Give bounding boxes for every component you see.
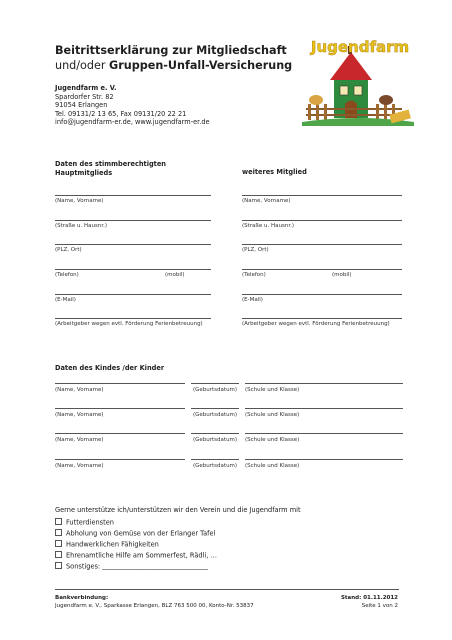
checkbox[interactable] bbox=[55, 551, 62, 558]
primary-email-label: (E-Mail) bbox=[55, 297, 76, 303]
child4-name-line[interactable] bbox=[55, 459, 185, 460]
option-label: Futterdiensten bbox=[66, 518, 114, 527]
secondary-email-line[interactable] bbox=[242, 294, 402, 295]
checkbox[interactable] bbox=[55, 529, 62, 536]
primary-name-line[interactable] bbox=[55, 195, 211, 196]
primary-name-label: (Name, Vorname) bbox=[55, 198, 104, 204]
primary-heading-line1: Daten des stimmberechtigten bbox=[55, 160, 166, 168]
primary-mobile-label: (mobil) bbox=[165, 272, 185, 278]
primary-plz-line[interactable] bbox=[55, 244, 211, 245]
child3-dob-label: (Geburtsdatum) bbox=[193, 437, 238, 443]
logo-fence-rail-lower bbox=[306, 114, 402, 116]
option-label: Abholung von Gemüse von der Erlanger Tafel bbox=[66, 529, 216, 538]
secondary-plz-label: (PLZ, Ort) bbox=[242, 247, 269, 253]
child2-dob-line[interactable] bbox=[191, 408, 239, 409]
footer-bank-label: Bankverbindung: bbox=[55, 595, 109, 601]
primary-plz-label: (PLZ, Ort) bbox=[55, 247, 82, 253]
document-title: Beitrittserklärung zur Mitgliedschaft bbox=[55, 44, 287, 57]
logo-fence-rail bbox=[306, 108, 402, 110]
secondary-employer-line[interactable] bbox=[242, 318, 402, 319]
logo-animal-right bbox=[379, 95, 393, 105]
child4-school-line[interactable] bbox=[245, 459, 403, 460]
secondary-mobile-label: (mobil) bbox=[332, 272, 352, 278]
footer-page-number: Seite 1 von 2 bbox=[361, 603, 398, 609]
logo-window-right bbox=[354, 86, 362, 95]
child2-school-line[interactable] bbox=[245, 408, 403, 409]
secondary-email-label: (E-Mail) bbox=[242, 297, 263, 303]
secondary-employer-label: (Arbeitgeber wegen evtl. Förderung Ferienbetreuung) bbox=[242, 321, 390, 327]
subtitle-bold: Gruppen-Unfall-Versicherung bbox=[109, 59, 293, 72]
option-label: Ehrenamtliche Hilfe am Sommerfest, Rädli, … bbox=[66, 551, 218, 560]
child1-school-label: (Schule und Klasse) bbox=[245, 387, 300, 393]
checkbox[interactable] bbox=[55, 518, 62, 525]
secondary-name-label: (Name, Vorname) bbox=[242, 198, 291, 204]
child1-school-line[interactable] bbox=[245, 383, 403, 384]
org-street: Spardorfer Str. 82 bbox=[55, 92, 114, 101]
logo-lettering: Jugendfarm bbox=[310, 38, 410, 56]
primary-member-heading bbox=[55, 160, 166, 177]
jugendfarm-logo bbox=[302, 34, 414, 126]
subtitle-prefix: und/oder bbox=[55, 59, 110, 72]
footer-divider bbox=[55, 589, 399, 590]
secondary-phone-label: (Telefon) bbox=[242, 272, 266, 278]
org-city: 91054 Erlangen bbox=[55, 101, 108, 110]
option-label: Sonstiges: ________________________________ bbox=[66, 562, 208, 571]
child4-school-label: (Schule und Klasse) bbox=[245, 463, 300, 469]
primary-street-line[interactable] bbox=[55, 220, 211, 221]
child2-name-label: (Name, Vorname) bbox=[55, 412, 104, 418]
support-option-other bbox=[55, 562, 208, 571]
child4-dob-line[interactable] bbox=[191, 459, 239, 460]
child2-school-label: (Schule und Klasse) bbox=[245, 412, 300, 418]
org-name: Jugendfarm e. V. bbox=[55, 84, 117, 92]
child3-school-label: (Schule und Klasse) bbox=[245, 437, 300, 443]
support-intro: Gerne unterstütze ich/unterstützen wir den Verein und die Jugendfarm mit bbox=[55, 506, 301, 514]
support-option-food-bank bbox=[55, 529, 215, 538]
secondary-phone-line[interactable] bbox=[242, 269, 402, 270]
child1-name-line[interactable] bbox=[55, 383, 185, 384]
checkbox[interactable] bbox=[55, 562, 62, 569]
child4-dob-label: (Geburtsdatum) bbox=[193, 463, 238, 469]
org-phone: Tel. 09131/2 13 65, Fax 09131/20 22 21 bbox=[55, 109, 187, 118]
primary-street-label: (Straße u. Hausnr.) bbox=[55, 223, 107, 229]
primary-phone-label: (Telefon) bbox=[55, 272, 79, 278]
child3-name-line[interactable] bbox=[55, 433, 185, 434]
support-option-feeding bbox=[55, 518, 114, 527]
primary-employer-label: (Arbeitgeber wegen evtl. Förderung Ferienbetreuung) bbox=[55, 321, 203, 327]
footer-date: Stand: 01.11.2012 bbox=[340, 595, 398, 601]
child3-dob-line[interactable] bbox=[191, 433, 239, 434]
primary-employer-line[interactable] bbox=[55, 318, 211, 319]
secondary-street-line[interactable] bbox=[242, 220, 402, 221]
child2-name-line[interactable] bbox=[55, 408, 185, 409]
child4-name-label: (Name, Vorname) bbox=[55, 463, 104, 469]
support-option-craft bbox=[55, 540, 159, 549]
primary-phone-line[interactable] bbox=[55, 269, 211, 270]
support-option-volunteer bbox=[55, 551, 217, 560]
child3-school-line[interactable] bbox=[245, 433, 403, 434]
logo-animal-left bbox=[309, 95, 323, 105]
child3-name-label: (Name, Vorname) bbox=[55, 437, 104, 443]
secondary-street-label: (Straße u. Hausnr.) bbox=[242, 223, 294, 229]
child2-dob-label: (Geburtsdatum) bbox=[193, 412, 238, 418]
secondary-member-heading: weiteres Mitglied bbox=[242, 168, 307, 176]
org-address-block bbox=[55, 84, 210, 127]
document-subtitle bbox=[55, 59, 292, 72]
secondary-plz-line[interactable] bbox=[242, 244, 402, 245]
checkbox[interactable] bbox=[55, 540, 62, 547]
logo-window-left bbox=[340, 86, 348, 95]
logo-roof bbox=[330, 52, 372, 80]
child1-dob-line[interactable] bbox=[191, 383, 239, 384]
option-label: Handwerklichen Fähigkeiten bbox=[66, 540, 159, 549]
child1-dob-label: (Geburtsdatum) bbox=[193, 387, 238, 393]
footer-bank-details: Jugendfarm e. V., Sparkasse Erlangen, BLZ 763 500 00, Konto-Nr. 53837 bbox=[55, 603, 254, 609]
secondary-name-line[interactable] bbox=[242, 195, 402, 196]
child1-name-label: (Name, Vorname) bbox=[55, 387, 104, 393]
primary-email-line[interactable] bbox=[55, 294, 211, 295]
children-heading: Daten des Kindes /der Kinder bbox=[55, 364, 165, 372]
primary-heading-line2: Hauptmitglieds bbox=[55, 168, 113, 177]
org-email-web: info@jugendfarm-er.de, www.jugendfarm-er.de bbox=[55, 118, 210, 127]
